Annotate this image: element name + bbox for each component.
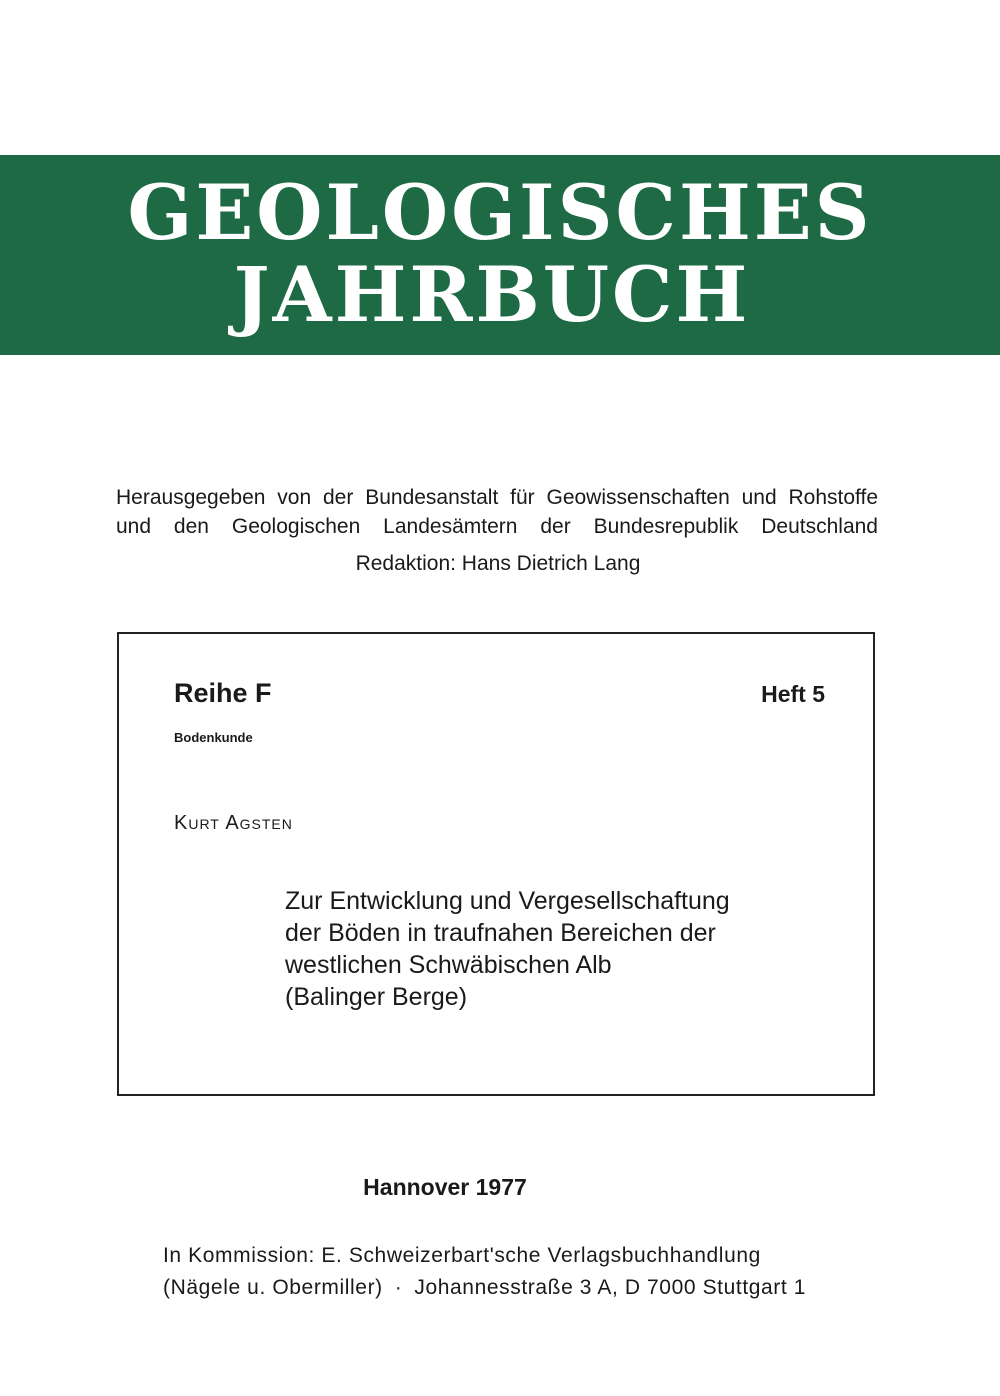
article-title — [285, 885, 845, 1013]
article-title-line: Zur Entwicklung und Vergesellschaftung — [285, 887, 730, 915]
commission-imprint — [163, 1240, 843, 1304]
publisher-line-2: und den Geologischen Landesämtern der Bundesrepublik Deutschland — [116, 515, 878, 538]
author-name: Kurt Agsten — [174, 812, 293, 834]
journal-title-line-1: GEOLOGISCHES — [127, 168, 873, 257]
series-subtitle: Bodenkunde — [174, 730, 253, 745]
publisher-line-1: Herausgegeben von der Bundesanstalt für Geowissenschaften und Rohstoffe — [116, 486, 878, 509]
publisher-names: (Nägele u. Obermiller) — [163, 1276, 383, 1299]
article-title-line: westlichen Schwäbischen Alb — [285, 951, 612, 979]
issue-number: Heft 5 — [761, 681, 825, 707]
issue-box — [117, 632, 875, 1096]
commission-line-2 — [163, 1272, 843, 1304]
publisher-address: Johannesstraße 3 A, D 7000 Stuttgart 1 — [414, 1276, 807, 1299]
place-year: Hannover 1977 — [363, 1174, 527, 1200]
title-banner — [0, 155, 1000, 355]
separator-dot: · — [394, 1276, 403, 1299]
commission-line-1: In Kommission: E. Schweizerbart'sche Verlagsbuchhandlung — [163, 1244, 761, 1267]
article-title-line: (Balinger Berge) — [285, 983, 468, 1011]
article-title-line: der Böden in traufnahen Bereichen der — [285, 919, 716, 947]
series-label: Reihe F — [174, 678, 272, 708]
publisher-statement — [116, 483, 878, 541]
editor-credit: Redaktion: Hans Dietrich Lang — [355, 552, 641, 575]
journal-title-line-2: JAHRBUCH — [233, 250, 751, 339]
